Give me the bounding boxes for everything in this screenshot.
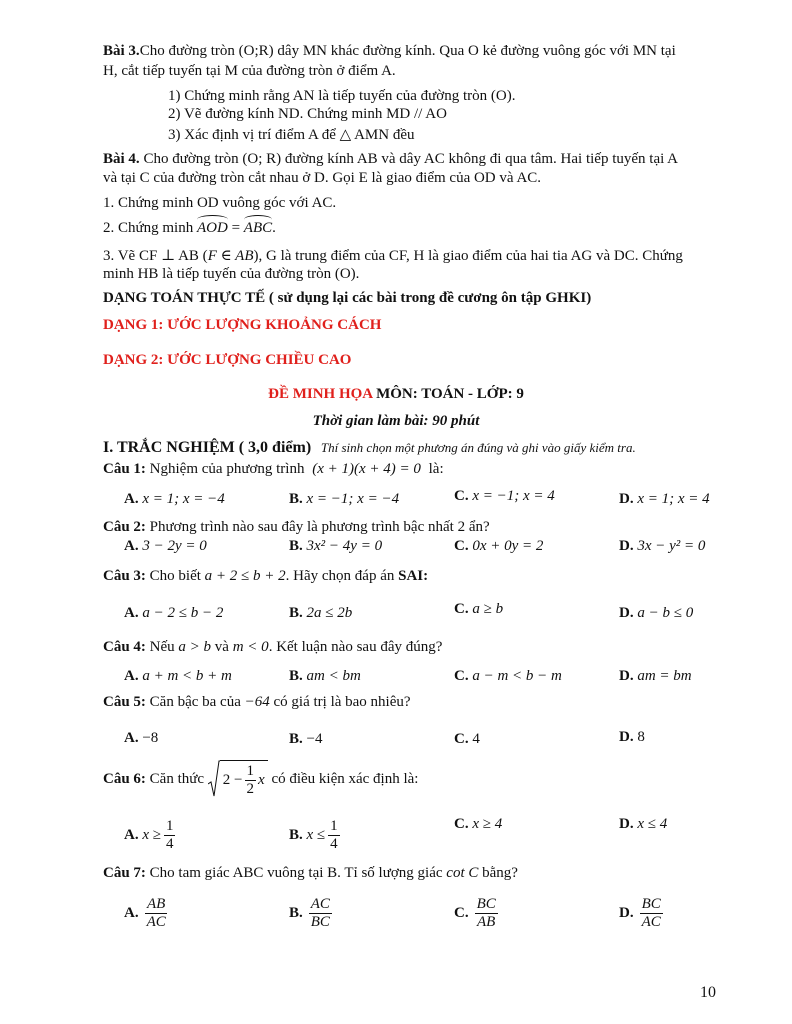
q7-stem xyxy=(103,865,518,882)
q2-option-b-label: B. xyxy=(289,538,303,554)
q6-option-c-value: x ≥ 4 xyxy=(472,816,503,832)
q3-option-d[interactable] xyxy=(619,605,693,622)
q4-mid: và xyxy=(211,639,233,655)
q7-option-b-label: B. xyxy=(289,905,303,922)
q5-option-c[interactable] xyxy=(454,731,480,748)
q2-option-c[interactable] xyxy=(454,538,543,555)
q2-option-a[interactable] xyxy=(124,538,207,555)
q5-option-b-value: −4 xyxy=(306,731,323,747)
q4-option-a[interactable] xyxy=(124,668,232,685)
q4-option-d[interactable] xyxy=(619,668,692,685)
q5-option-c-value: 4 xyxy=(472,731,480,747)
exam-title-rest: MÔN: TOÁN - LỚP: 9 xyxy=(372,386,524,402)
bai4-item-3-line2: minh HB là tiếp tuyến của đường tròn (O). xyxy=(103,266,360,282)
bai4-line1 xyxy=(103,151,678,168)
q3-option-c[interactable] xyxy=(454,601,503,618)
arc-abc: ABC xyxy=(243,220,273,236)
q3-label: Câu 3: xyxy=(103,568,146,584)
q3-option-b-value: 2a ≤ 2b xyxy=(306,605,353,621)
q6-option-c-label: C. xyxy=(454,816,469,832)
q1-stem xyxy=(103,461,444,478)
q5-option-b[interactable] xyxy=(289,731,322,748)
dang-2-heading: DẠNG 2: ƯỚC LƯỢNG CHIỀU CAO xyxy=(103,352,352,368)
q7-tail: bằng? xyxy=(478,865,518,881)
q6-text: Căn thức xyxy=(145,770,208,787)
q5-text: Căn bậc ba của xyxy=(145,694,245,710)
bai3-item-2: 2) Vẽ đường kính ND. Chứng minh MD // AO xyxy=(168,106,447,122)
q3-option-a-value: a − 2 ≤ b − 2 xyxy=(142,605,224,621)
q3-stem xyxy=(103,568,428,585)
q3-option-a[interactable] xyxy=(124,605,223,622)
q7-option-c-fraction xyxy=(475,896,498,932)
q4-option-a-label: A. xyxy=(124,668,139,684)
q7-text: Cho tam giác ABC vuông tại B. Tỉ số lượng giác xyxy=(145,865,447,881)
q3-tail-bold: SAI: xyxy=(398,568,429,584)
bai3-text-1: Cho đường tròn (O;R) dây MN khác đường kính. Qua O kẻ đường vuông góc với MN tại xyxy=(139,43,676,59)
q7-label: Câu 7: xyxy=(103,865,146,881)
bai3-title: Bài 3. xyxy=(103,43,140,59)
q7-option-d-fraction xyxy=(640,896,663,932)
q6-option-d[interactable] xyxy=(619,816,667,833)
q6-radical xyxy=(208,760,268,799)
q6-option-b-pre: x ≤ xyxy=(306,827,326,844)
q6-radical-num: 1 xyxy=(245,763,257,781)
q1-equation: (x + 1)(x + 4) = 0 xyxy=(312,461,421,477)
bai4-item-2-eq: = xyxy=(227,220,244,236)
bai4-item-3-a: 3. Vẽ CF ⊥ AB ( xyxy=(103,248,208,264)
q4-text: Nếu xyxy=(145,639,179,655)
q7-option-b[interactable] xyxy=(289,896,332,932)
q4-option-d-value: am = bm xyxy=(637,668,692,684)
q7-option-a-num: AB xyxy=(145,896,167,914)
q7-option-c-num: BC xyxy=(475,896,498,914)
q4-equation-2: m < 0 xyxy=(232,639,269,655)
q5-option-c-label: C. xyxy=(454,731,469,747)
q4-option-b-label: B. xyxy=(289,668,303,684)
q4-equation-1: a > b xyxy=(178,639,212,655)
q3-option-d-label: D. xyxy=(619,605,634,621)
q1-option-d-label: D. xyxy=(619,491,634,507)
q1-text: Nghiệm của phương trình xyxy=(145,461,309,477)
q4-stem xyxy=(103,639,442,656)
q3-option-b-label: B. xyxy=(289,605,303,621)
q5-option-b-label: B. xyxy=(289,731,303,747)
q2-option-c-value: 0x + 0y = 2 xyxy=(472,538,544,554)
bai3-item-3: 3) Xác định vị trí điểm A để △ AMN đều xyxy=(168,127,415,143)
bai4-item-2 xyxy=(103,220,276,237)
q6-option-a-num: 1 xyxy=(164,818,176,836)
bai4-item-3-b: ), G là trung điểm của CF, H là giao điểm của hai tia AG và DC. Chứng xyxy=(253,248,683,264)
q7-option-b-den: BC xyxy=(310,914,330,931)
q7-option-c-den: AB xyxy=(477,914,496,931)
arc-aod: AOD xyxy=(196,220,228,236)
q1-option-b[interactable] xyxy=(289,491,399,508)
q1-option-d[interactable] xyxy=(619,491,710,508)
q3-option-c-value: a ≥ b xyxy=(472,601,504,617)
q6-option-a-fraction xyxy=(164,818,176,854)
q2-text: Phương trình nào sau đây là phương trình bậc nhất 2 ẩn? xyxy=(145,519,490,535)
q1-option-c-label: C. xyxy=(454,488,469,504)
q2-option-b-value: 3x² − 4y = 0 xyxy=(306,538,383,554)
q6-option-a-den: 4 xyxy=(165,836,174,853)
q5-label: Câu 5: xyxy=(103,694,146,710)
q7-option-a-fraction xyxy=(145,896,168,932)
q1-option-a-value: x = 1; x = −4 xyxy=(142,491,225,507)
q2-option-c-label: C. xyxy=(454,538,469,554)
exam-time: Thời gian làm bài: 90 phút xyxy=(312,413,480,429)
bai4-title: Bài 4. xyxy=(103,151,140,167)
q5-tail: có giá trị là bao nhiêu? xyxy=(269,694,411,710)
q6-radical-den: 2 xyxy=(246,781,255,798)
q4-option-c-label: C. xyxy=(454,668,469,684)
q2-label: Câu 2: xyxy=(103,519,146,535)
q3-tail: . Hãy chọn đáp án xyxy=(285,568,399,584)
q6-option-a[interactable] xyxy=(124,818,175,854)
q3-option-d-value: a − b ≤ 0 xyxy=(637,605,694,621)
bai4-line2: và tại C của đường tròn cắt nhau ở D. Gọi E là giao điểm của OD và AC. xyxy=(103,170,542,186)
q3-option-c-label: C. xyxy=(454,601,469,617)
q3-equation: a + 2 ≤ b + 2 xyxy=(204,568,286,584)
bai3-item-1: 1) Chứng minh rằng AN là tiếp tuyến của đường tròn (O). xyxy=(168,88,516,104)
bai4-item-2-suffix: . xyxy=(272,220,276,236)
q2-stem xyxy=(103,519,490,536)
section-1-title: I. TRẮC NGHIỆM ( 3,0 điểm) xyxy=(103,439,312,456)
q3-option-b[interactable] xyxy=(289,605,352,622)
q6-option-a-label: A. xyxy=(124,827,139,844)
q6-tail: có điều kiện xác định là: xyxy=(267,770,419,787)
q1-option-c[interactable] xyxy=(454,488,555,505)
q1-option-b-value: x = −1; x = −4 xyxy=(306,491,400,507)
q6-radical-term: 2 − xyxy=(222,772,243,789)
q6-option-b-num: 1 xyxy=(328,818,340,836)
q5-option-d[interactable] xyxy=(619,729,645,746)
bai4-item-3-line1 xyxy=(103,246,683,265)
q6-option-c[interactable] xyxy=(454,816,502,833)
q6-radical-fraction xyxy=(245,763,257,799)
bai4-item-2-prefix: 2. Chứng minh xyxy=(103,220,197,236)
q6-option-a-pre: x ≥ xyxy=(142,827,161,844)
q4-option-a-value: a + m < b + m xyxy=(142,668,232,684)
section-1-header xyxy=(103,439,636,457)
q7-option-d-num: BC xyxy=(640,896,663,914)
dang-thuc-te-heading: DẠNG TOÁN THỰC TẾ ( sử dụng lại các bài trong đề cương ôn tập GHKI) xyxy=(103,290,592,306)
q7-option-d[interactable] xyxy=(619,896,663,932)
q3-option-a-label: A. xyxy=(124,605,139,621)
q5-option-a-value: −8 xyxy=(142,730,159,746)
q7-option-c[interactable] xyxy=(454,896,498,932)
bai4-item-3-math: F ∈ AB xyxy=(207,248,254,264)
q6-stem xyxy=(103,760,418,799)
q2-option-d[interactable] xyxy=(619,538,705,555)
q6-option-d-value: x ≤ 4 xyxy=(637,816,668,832)
q7-option-d-label: D. xyxy=(619,905,634,922)
q2-option-d-value: 3x − y² = 0 xyxy=(637,538,706,554)
bai4-text-1: Cho đường tròn (O; R) đường kính AB và dây AC không đi qua tâm. Hai tiếp tuyến tại A xyxy=(139,151,679,167)
q4-tail: . Kết luận nào sau đây đúng? xyxy=(268,639,443,655)
q1-option-a[interactable] xyxy=(124,491,225,508)
bai3-line1 xyxy=(103,43,676,60)
q1-option-b-label: B. xyxy=(289,491,303,507)
q4-option-d-label: D. xyxy=(619,668,634,684)
bai4-item-1: 1. Chứng minh OD vuông góc với AC. xyxy=(103,195,337,211)
q5-value: −64 xyxy=(244,694,270,710)
q7-option-a[interactable] xyxy=(124,896,168,932)
q6-option-d-label: D. xyxy=(619,816,634,832)
q5-option-d-label: D. xyxy=(619,729,634,745)
q7-option-a-den: AC xyxy=(146,914,166,931)
q7-option-c-label: C. xyxy=(454,905,469,922)
q4-label: Câu 4: xyxy=(103,639,146,655)
q1-tail: là: xyxy=(424,461,444,477)
q2-option-b[interactable] xyxy=(289,538,382,555)
q6-radical-x: x xyxy=(258,772,265,789)
q6-option-b-den: 4 xyxy=(330,836,338,853)
q1-label: Câu 1: xyxy=(103,461,146,477)
q4-option-b-value: am < bm xyxy=(306,668,361,684)
bai3-line2: H, cắt tiếp tuyến tại M của đường tròn ở điểm A. xyxy=(103,63,396,79)
q4-option-c-value: a − m < b − m xyxy=(472,668,562,684)
exam-title xyxy=(0,386,792,403)
exam-title-red: ĐỀ MINH HỌA xyxy=(268,386,373,402)
q3-text: Cho biết xyxy=(145,568,205,584)
q5-stem xyxy=(103,694,411,711)
q1-option-a-label: A. xyxy=(124,491,139,507)
q6-option-b-fraction xyxy=(328,818,340,854)
q7-expression: cot C xyxy=(446,865,479,881)
q2-option-d-label: D. xyxy=(619,538,634,554)
q7-option-d-den: AC xyxy=(641,914,661,931)
q1-option-d-value: x = 1; x = 4 xyxy=(637,491,710,507)
q7-option-a-label: A. xyxy=(124,905,139,922)
q5-option-a[interactable] xyxy=(124,730,158,747)
sqrt-symbol-icon xyxy=(208,760,220,798)
q2-option-a-label: A. xyxy=(124,538,139,554)
q7-option-b-fraction xyxy=(309,896,332,932)
q6-option-b-label: B. xyxy=(289,827,303,844)
page-number: 10 xyxy=(700,984,716,1001)
q5-option-d-value: 8 xyxy=(637,729,645,745)
q5-option-a-label: A. xyxy=(124,730,139,746)
q7-option-b-num: AC xyxy=(309,896,332,914)
q4-option-c[interactable] xyxy=(454,668,562,685)
q6-option-b[interactable] xyxy=(289,818,340,854)
q4-option-b[interactable] xyxy=(289,668,361,685)
q2-option-a-value: 3 − 2y = 0 xyxy=(142,538,207,554)
q6-label: Câu 6: xyxy=(103,770,146,787)
section-1-note: Thí sinh chọn một phương án đúng và ghi vào giấy kiểm tra. xyxy=(320,440,636,455)
dang-1-heading: DẠNG 1: ƯỚC LƯỢNG KHOẢNG CÁCH xyxy=(103,317,382,333)
q1-option-c-value: x = −1; x = 4 xyxy=(472,488,555,504)
